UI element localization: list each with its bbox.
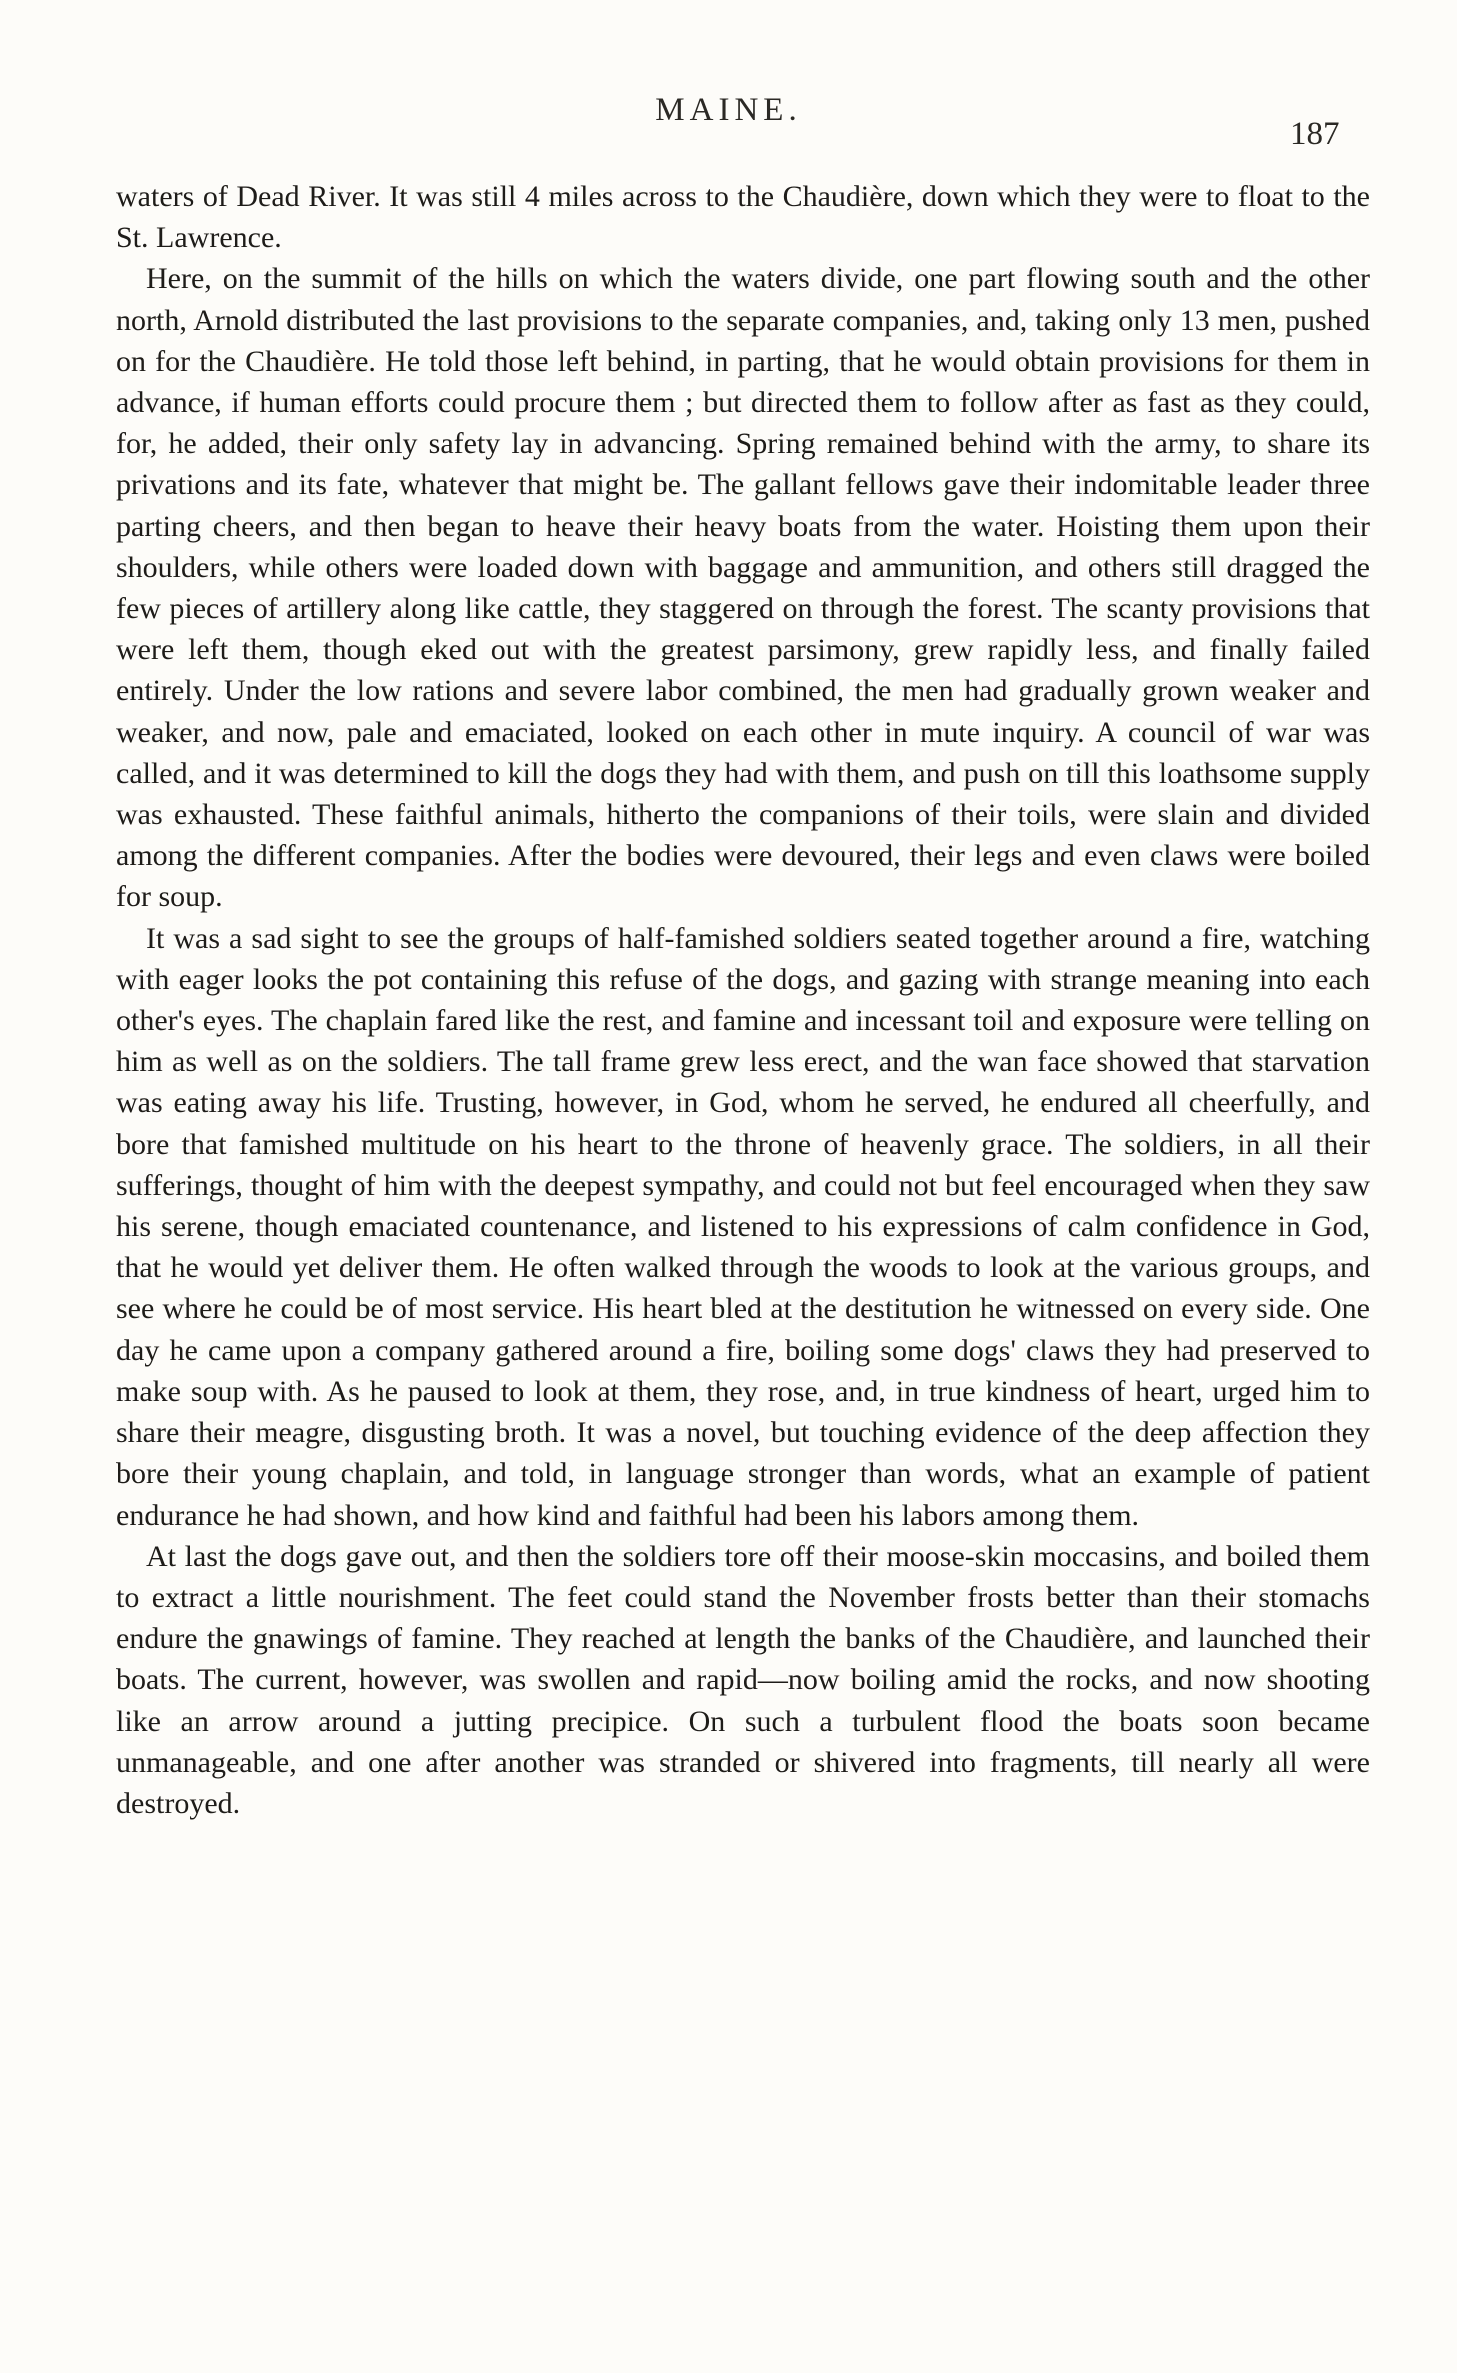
paragraph-arnold-provisions: Here, on the summit of the hills on which the waters divide, one part flowing south and the other north, Arnold distributed the last provisions to the separate companies, and, taking only 13 men, pushed on for the Chaudière. He told those left behind, in parting, that he would obtain provisions for them in advance, if human efforts could procure them ; but directed them to follow after as fast as they could, for, he added, their only safety lay in advancing. Spring remained behind with the army, to share its privations and its fate, whatever that might be. The gallant fellows gave their indomitable leader three parting cheers, and then began to heave their heavy boats from the water. Hoisting them upon their shoulders, while others were loaded down with baggage and ammunition, and others still dragged the few pieces of artillery along like cattle, they staggered on through the forest. The scanty provisions that were left them, though eked out with the greatest parsimony, grew rapidly less, and finally failed entirely. Under the low rations and severe labor combined, the men had gradually grown weaker and weaker, and now, pale and emaciated, looked on each other in mute inquiry. A council of war was called, and it was determined to kill the dogs they had with them, and push on till this loathsome supply was exhausted. These faithful animals, hitherto the companions of their toils, were slain and divided among the different companies. After the bodies were devoured, their legs and even claws were boiled for soup.	[116, 262, 1370, 914]
page-number: 187	[1290, 116, 1340, 152]
paragraph-continued: waters of Dead River. It was still 4 miles across to the Chaudière, down which they were to float to the St. Lawrence.	[116, 180, 1370, 255]
paragraph-chaudiere: At last the dogs gave out, and then the soldiers tore off their moose-skin moccasins, and boiled them to extract a little nourishment. The feet could stand the November frosts better than their stomachs endure the gnawings of famine. They reached at length the banks of the Chaudière, and launched their boats. The current, however, was swollen and rapid—now boiling amid the rocks, and now shooting like an arrow around a jutting precipice. On such a turbulent flood the boats soon became unmanageable, and one after another was stranded or shivered into fragments, till nearly all were destroyed.	[116, 1539, 1370, 1820]
body-text	[116, 176, 1370, 1824]
running-head: MAINE.	[655, 92, 802, 128]
paragraph-chaplain: It was a sad sight to see the groups of half-famished soldiers seated together around a fire, watching with eager looks the pot containing this refuse of the dogs, and gazing with strange meaning into each other's eyes. The chaplain fared like the rest, and famine and incessant toil and exposure were telling on him as well as on the soldiers. The tall frame grew less erect, and the wan face showed that starvation was eating away his life. Trusting, however, in God, whom he served, he endured all cheerfully, and bore that famished multitude on his heart to the throne of heavenly grace. The soldiers, in all their sufferings, thought of him with the deepest sympathy, and could not but feel encouraged when they saw his serene, though emaciated countenance, and listened to his expressions of calm confidence in God, that he would yet deliver them. He often walked through the woods to look at the various groups, and see where he could be of most service. His heart bled at the destitution he witnessed on every side. One day he came upon a company gathered around a fire, boiling some dogs' claws they had preserved to make soup with. As he paused to look at them, they rose, and, in true kindness of heart, urged him to share their meagre, disgusting broth. It was a novel, but touching evidence of the deep affection they bore their young chaplain, and told, in language stronger than words, what an example of patient endurance he had shown, and how kind and faithful had been his labors among them.	[116, 921, 1370, 1532]
